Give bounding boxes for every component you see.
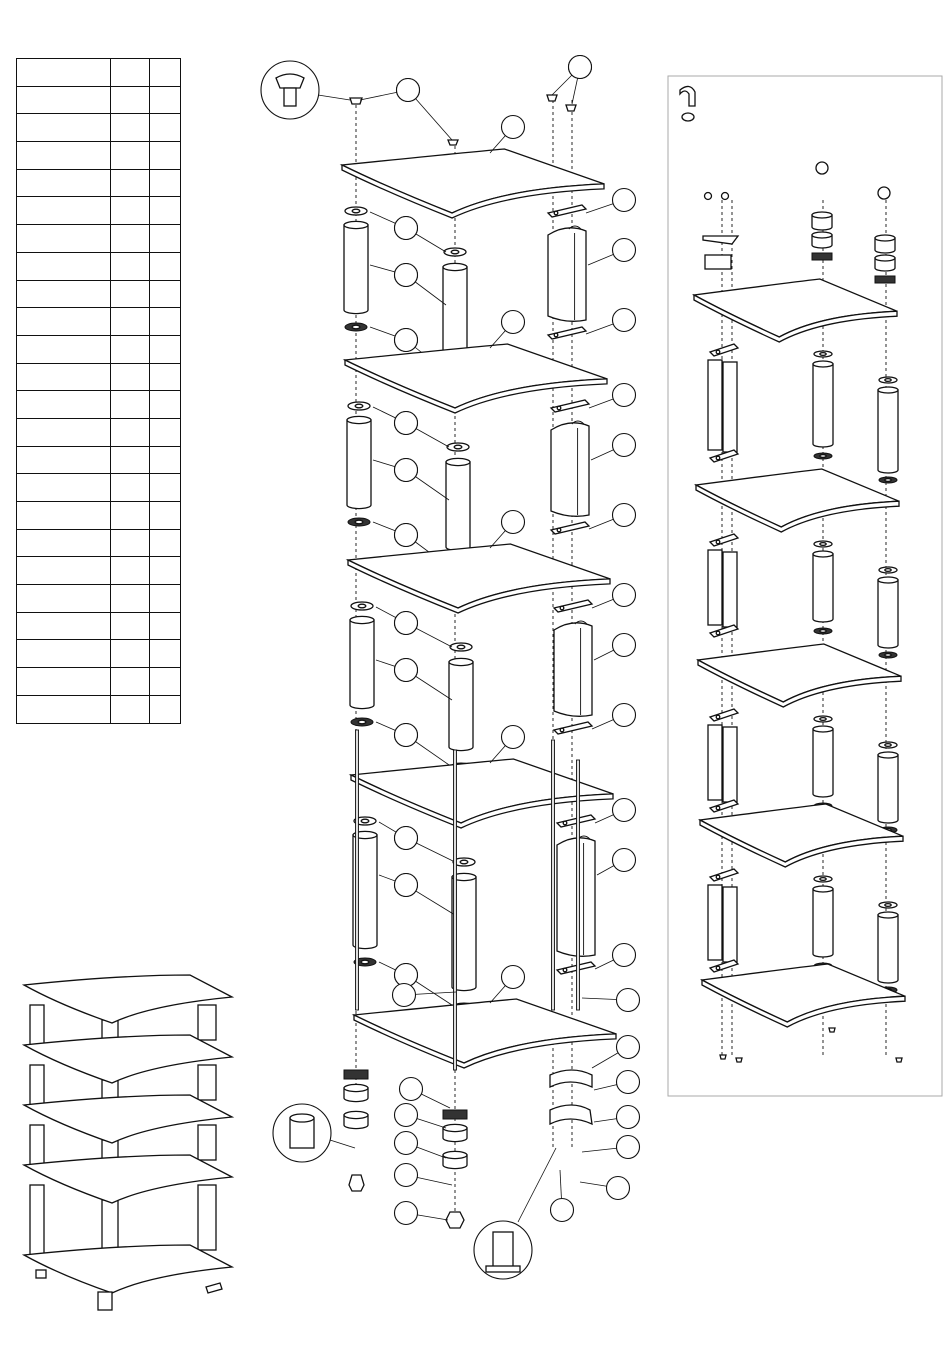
side-panel bbox=[723, 552, 737, 627]
washer-icon bbox=[682, 113, 694, 121]
side-panel bbox=[551, 423, 589, 517]
washer-hole bbox=[454, 445, 462, 449]
side-panel bbox=[723, 362, 737, 452]
tube-top bbox=[443, 1151, 467, 1158]
callout-bubble bbox=[613, 944, 636, 967]
tube-top bbox=[344, 1111, 368, 1118]
rack-side-panel bbox=[198, 1065, 216, 1100]
spike-tip bbox=[446, 1212, 464, 1228]
callout-bubble bbox=[395, 524, 418, 547]
washer-hole bbox=[352, 325, 360, 329]
side-panel bbox=[548, 228, 586, 322]
shelf-panel bbox=[345, 344, 607, 408]
callout-bubble bbox=[613, 634, 636, 657]
support-tube bbox=[878, 580, 898, 648]
cap-screw bbox=[720, 1055, 726, 1059]
bracket-plate bbox=[557, 962, 595, 974]
bracket-hole bbox=[560, 606, 564, 610]
washer-hole bbox=[355, 404, 363, 408]
support-tube bbox=[878, 915, 898, 983]
washer-hole bbox=[457, 645, 465, 649]
callout-bubble bbox=[569, 56, 592, 79]
callout-bubble bbox=[395, 1132, 418, 1155]
tube-top bbox=[347, 416, 371, 423]
washer-hole bbox=[820, 353, 826, 356]
tube-top bbox=[443, 1124, 467, 1131]
tube-top bbox=[878, 912, 898, 918]
tube-top bbox=[344, 221, 368, 228]
threaded-rod bbox=[577, 760, 580, 1010]
bracket-plate bbox=[710, 534, 738, 546]
top-block bbox=[705, 255, 731, 269]
bracket-plate bbox=[554, 722, 592, 734]
callout-bubble bbox=[393, 984, 416, 1007]
top-bracket bbox=[703, 236, 738, 244]
callout-bubble bbox=[617, 1071, 640, 1094]
spike-knurl bbox=[344, 1070, 368, 1079]
cap-screw bbox=[566, 105, 576, 111]
bracket-hole bbox=[716, 540, 720, 544]
bracket-hole bbox=[716, 806, 720, 810]
callout-bubble bbox=[613, 504, 636, 527]
washer-hole bbox=[361, 819, 369, 823]
cap-screw bbox=[829, 1028, 835, 1032]
washer-hole bbox=[885, 744, 891, 747]
rack-post bbox=[30, 1065, 44, 1105]
main-exploded-assembly bbox=[342, 56, 640, 1229]
washer-hole bbox=[355, 520, 363, 524]
support-tube bbox=[443, 267, 467, 356]
callout-bubble bbox=[395, 612, 418, 635]
rack-side-panel bbox=[198, 1005, 216, 1040]
washer-hole bbox=[885, 379, 891, 382]
cap-screw bbox=[736, 1058, 742, 1062]
floor-cup-detail bbox=[493, 1232, 513, 1268]
washer-hole bbox=[451, 250, 459, 254]
cap-screw bbox=[547, 95, 557, 101]
callout-bubble bbox=[395, 217, 418, 240]
tube-top bbox=[875, 235, 895, 241]
side-panel bbox=[557, 838, 595, 957]
bracket-hole bbox=[716, 631, 720, 635]
side-panel bbox=[708, 885, 722, 960]
callout-bubble bbox=[395, 724, 418, 747]
tube-top bbox=[813, 726, 833, 732]
callout-bubble bbox=[395, 874, 418, 897]
rack-side-panel bbox=[198, 1185, 216, 1250]
callout-bubble bbox=[395, 1164, 418, 1187]
support-tube bbox=[347, 420, 371, 509]
support-tube bbox=[350, 620, 374, 709]
callout-bubble bbox=[395, 827, 418, 850]
support-tube bbox=[813, 889, 833, 957]
tube-top bbox=[350, 616, 374, 623]
callout-bubble bbox=[395, 964, 418, 987]
callout-bubble bbox=[395, 1202, 418, 1225]
washer-hole bbox=[820, 543, 826, 546]
washer-hole bbox=[358, 720, 366, 724]
spike-foot-top bbox=[290, 1114, 314, 1122]
washer-hole bbox=[820, 630, 826, 633]
bracket-hole bbox=[563, 821, 567, 825]
bracket-plate bbox=[710, 709, 738, 721]
washer-hole bbox=[885, 569, 891, 572]
callout-bubble bbox=[607, 1177, 630, 1200]
tube-top bbox=[878, 752, 898, 758]
callout-bubble bbox=[613, 189, 636, 212]
floor-cup-base bbox=[486, 1266, 520, 1272]
spike-ball bbox=[878, 187, 890, 199]
callout-bubble bbox=[613, 704, 636, 727]
threaded-rod bbox=[356, 730, 359, 1010]
cap-screw bbox=[350, 98, 362, 104]
support-tube bbox=[344, 225, 368, 314]
shelf-panel bbox=[700, 804, 903, 862]
tube-top bbox=[813, 886, 833, 892]
shelf-panel bbox=[342, 149, 604, 213]
tube-top bbox=[812, 232, 832, 238]
callout-bubble bbox=[397, 79, 420, 102]
callout-bubble bbox=[613, 239, 636, 262]
shelf-panel bbox=[698, 644, 901, 702]
callout-bubble bbox=[395, 459, 418, 482]
callout-bubble bbox=[613, 584, 636, 607]
screw-head bbox=[705, 193, 712, 200]
side-panel bbox=[723, 887, 737, 962]
cap-screw bbox=[448, 140, 458, 145]
bracket-plate bbox=[551, 522, 589, 534]
threaded-rod bbox=[552, 740, 555, 1010]
washer-hole bbox=[820, 718, 826, 721]
rack-post bbox=[30, 1005, 44, 1045]
spike-knurl bbox=[812, 253, 832, 260]
support-tube bbox=[813, 554, 833, 622]
rack-foot bbox=[36, 1270, 46, 1278]
callout-bubble bbox=[617, 1136, 640, 1159]
bracket-hole bbox=[563, 968, 567, 972]
floor-cup bbox=[550, 1070, 592, 1087]
bracket-plate bbox=[548, 327, 586, 339]
callout-bubble bbox=[613, 434, 636, 457]
cap-screw-detail bbox=[276, 74, 304, 88]
callout-bubble bbox=[617, 989, 640, 1012]
tube-top bbox=[813, 551, 833, 557]
spike-knurl bbox=[875, 276, 895, 283]
shelf-panel bbox=[351, 759, 613, 823]
callout-bubble bbox=[502, 726, 525, 749]
spike-ball bbox=[816, 162, 828, 174]
detail-leader bbox=[318, 95, 350, 100]
washer-hole bbox=[352, 209, 360, 213]
tube-top bbox=[875, 255, 895, 261]
tube-top bbox=[878, 387, 898, 393]
bracket-plate bbox=[548, 205, 586, 217]
support-tube bbox=[813, 729, 833, 797]
bracket-hole bbox=[716, 966, 720, 970]
alternate-assembly-inset bbox=[668, 76, 942, 1096]
support-tube bbox=[878, 390, 898, 473]
allen-key-icon bbox=[680, 86, 695, 106]
washer-hole bbox=[460, 860, 468, 864]
callout-bubble bbox=[617, 1036, 640, 1059]
support-tube bbox=[449, 662, 473, 751]
bracket-hole bbox=[557, 528, 561, 532]
callout-bubble bbox=[395, 1104, 418, 1127]
bracket-hole bbox=[716, 875, 720, 879]
bracket-plate bbox=[710, 344, 738, 356]
side-panel bbox=[708, 550, 722, 625]
assembled-rack-preview bbox=[24, 975, 232, 1310]
tube-top bbox=[443, 263, 467, 270]
callout-bubble bbox=[551, 1199, 574, 1222]
callout-bubble bbox=[613, 309, 636, 332]
tube-top bbox=[446, 458, 470, 465]
support-tube bbox=[446, 462, 470, 551]
callout-bubble bbox=[400, 1078, 423, 1101]
bracket-hole bbox=[554, 211, 558, 215]
bracket-hole bbox=[716, 715, 720, 719]
bracket-plate bbox=[554, 600, 592, 612]
screw-head bbox=[722, 193, 729, 200]
support-tube bbox=[878, 755, 898, 823]
rack-side-panel bbox=[198, 1125, 216, 1160]
spike-knurl bbox=[443, 1110, 467, 1119]
rack-foot bbox=[206, 1283, 222, 1293]
washer-hole bbox=[885, 904, 891, 907]
rack-post bbox=[30, 1125, 44, 1165]
callout-bubble bbox=[395, 659, 418, 682]
tube-top bbox=[344, 1084, 368, 1091]
shelf-panel bbox=[696, 469, 899, 527]
shelf-panel bbox=[702, 964, 905, 1022]
callout-bubble bbox=[395, 412, 418, 435]
cap-screw-shank bbox=[284, 88, 296, 106]
shelf-panel bbox=[694, 279, 897, 337]
callout-bubble bbox=[502, 116, 525, 139]
bracket-hole bbox=[554, 333, 558, 337]
callout-bubble bbox=[613, 384, 636, 407]
callout-bubble bbox=[502, 311, 525, 334]
tube-top bbox=[813, 361, 833, 367]
bracket-plate bbox=[551, 400, 589, 412]
tube-top bbox=[812, 212, 832, 218]
callout-bubble bbox=[502, 966, 525, 989]
tube-top bbox=[449, 658, 473, 665]
side-panel bbox=[723, 727, 737, 802]
bracket-hole bbox=[716, 456, 720, 460]
washer-hole bbox=[820, 455, 826, 458]
bracket-hole bbox=[560, 728, 564, 732]
tube-top bbox=[878, 577, 898, 583]
washer-hole bbox=[361, 960, 369, 964]
rack-post bbox=[30, 1185, 44, 1255]
bracket-hole bbox=[557, 406, 561, 410]
bracket-plate bbox=[710, 869, 738, 881]
rack-foot bbox=[98, 1292, 112, 1310]
floor-cup bbox=[550, 1105, 592, 1124]
support-tube bbox=[813, 364, 833, 447]
rack-shelf bbox=[24, 1245, 232, 1293]
washer-hole bbox=[885, 479, 891, 482]
washer-hole bbox=[885, 654, 891, 657]
side-panel bbox=[708, 360, 722, 450]
bracket-hole bbox=[716, 350, 720, 354]
cap-screw bbox=[896, 1058, 902, 1062]
washer-hole bbox=[358, 604, 366, 608]
shelf-panel bbox=[348, 544, 610, 608]
callout-bubble bbox=[395, 329, 418, 352]
side-panel bbox=[554, 623, 592, 717]
callout-bubble bbox=[613, 849, 636, 872]
callout-bubble bbox=[502, 511, 525, 534]
bracket-plate bbox=[557, 815, 595, 827]
callout-bubble bbox=[617, 1106, 640, 1129]
side-panel bbox=[708, 725, 722, 800]
detail-leader bbox=[330, 1140, 355, 1148]
washer-hole bbox=[820, 878, 826, 881]
callout-bubble bbox=[613, 799, 636, 822]
spike-tip bbox=[349, 1175, 364, 1191]
callout-bubble bbox=[395, 264, 418, 287]
threaded-rod bbox=[454, 750, 457, 1070]
